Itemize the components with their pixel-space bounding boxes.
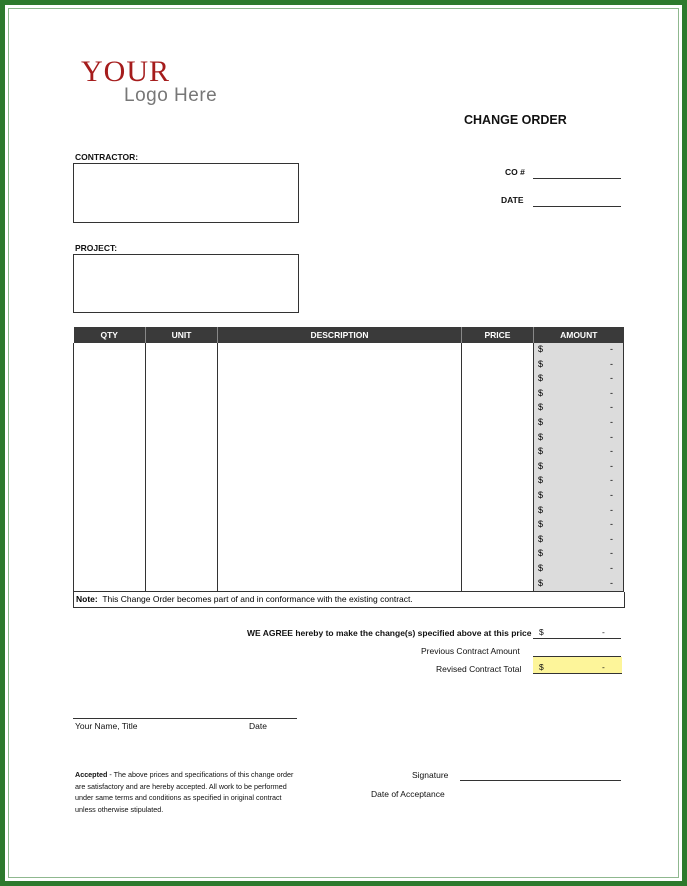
amount-dollar: $ xyxy=(538,402,544,413)
price-cell[interactable] xyxy=(462,577,534,592)
amount-value: - xyxy=(610,577,613,588)
logo-text-here: Logo Here xyxy=(124,85,218,106)
amount-dollar: $ xyxy=(538,577,544,588)
qty-cell[interactable] xyxy=(74,489,146,504)
description-cell[interactable] xyxy=(218,518,462,533)
amount-cell xyxy=(534,518,624,533)
date-of-acceptance-label: Date of Acceptance xyxy=(371,789,445,799)
amount-cell xyxy=(534,343,624,358)
unit-cell[interactable] xyxy=(146,445,218,460)
qty-cell[interactable] xyxy=(74,533,146,548)
amount-dollar: $ xyxy=(538,358,544,369)
description-cell[interactable] xyxy=(218,562,462,577)
amount-value: - xyxy=(610,519,613,530)
description-cell[interactable] xyxy=(218,343,462,358)
accepted-bold: Accepted xyxy=(75,770,108,779)
amount-value: - xyxy=(610,358,613,369)
signature-label: Signature xyxy=(412,770,449,780)
accepted-paragraph xyxy=(75,769,301,815)
price-cell[interactable] xyxy=(462,562,534,577)
project-field[interactable] xyxy=(73,254,299,313)
amount-value: - xyxy=(610,387,613,398)
amount-cell xyxy=(534,562,624,577)
note-text: This Change Order becomes part of and in conformance with the existing contract. xyxy=(102,594,413,604)
table-row xyxy=(74,445,624,460)
unit-cell[interactable] xyxy=(146,504,218,519)
amount-cell xyxy=(534,547,624,562)
amount-dollar: $ xyxy=(538,562,544,573)
unit-cell[interactable] xyxy=(146,460,218,475)
agree-amount-line xyxy=(533,638,621,639)
qty-cell[interactable] xyxy=(74,518,146,533)
qty-cell[interactable] xyxy=(74,401,146,416)
amount-dollar: $ xyxy=(538,548,544,559)
table-row xyxy=(74,401,624,416)
price-cell[interactable] xyxy=(462,358,534,373)
unit-cell[interactable] xyxy=(146,474,218,489)
table-row xyxy=(74,547,624,562)
amount-cell xyxy=(534,489,624,504)
amount-cell xyxy=(534,358,624,373)
description-cell[interactable] xyxy=(218,401,462,416)
amount-dollar: $ xyxy=(538,504,544,515)
note-row xyxy=(73,592,625,608)
price-cell[interactable] xyxy=(462,533,534,548)
table-row xyxy=(74,431,624,446)
price-cell[interactable] xyxy=(462,372,534,387)
table-row xyxy=(74,358,624,373)
revised-dollar: $ xyxy=(539,662,544,672)
amount-cell xyxy=(534,445,624,460)
unit-cell[interactable] xyxy=(146,547,218,562)
amount-cell xyxy=(534,372,624,387)
description-cell[interactable] xyxy=(218,474,462,489)
amount-cell xyxy=(534,533,624,548)
amount-value: - xyxy=(610,548,613,559)
amount-dollar: $ xyxy=(538,416,544,427)
amount-value: - xyxy=(610,344,613,354)
table-row xyxy=(74,577,624,592)
table-row xyxy=(74,504,624,519)
price-cell[interactable] xyxy=(462,401,534,416)
qty-cell[interactable] xyxy=(74,445,146,460)
unit-cell[interactable] xyxy=(146,387,218,402)
amount-value: - xyxy=(610,402,613,413)
co-number-field[interactable] xyxy=(533,178,621,179)
amount-value: - xyxy=(610,533,613,544)
table-row xyxy=(74,387,624,402)
amount-value: - xyxy=(610,431,613,442)
amount-value: - xyxy=(610,489,613,500)
description-cell[interactable] xyxy=(218,372,462,387)
amount-value: - xyxy=(610,446,613,457)
table-row xyxy=(74,474,624,489)
project-label: PROJECT: xyxy=(75,243,118,253)
header-amount: AMOUNT xyxy=(534,327,624,343)
description-cell[interactable] xyxy=(218,489,462,504)
qty-cell[interactable] xyxy=(74,504,146,519)
qty-cell[interactable] xyxy=(74,547,146,562)
date-label: DATE xyxy=(501,195,524,205)
amount-dollar: $ xyxy=(538,475,544,486)
unit-cell[interactable] xyxy=(146,372,218,387)
price-cell[interactable] xyxy=(462,504,534,519)
unit-cell[interactable] xyxy=(146,416,218,431)
qty-cell[interactable] xyxy=(74,372,146,387)
description-cell[interactable] xyxy=(218,387,462,402)
amount-dollar: $ xyxy=(538,460,544,471)
accepted-text: - The above prices and specifications of this change order are satisfactory and are hereby accepted. All work to be performed under same terms and conditions as specified in original contract unless otherwise stipulated. xyxy=(75,770,294,814)
price-cell[interactable] xyxy=(462,387,534,402)
table-row xyxy=(74,518,624,533)
name-title-label: Your Name, Title xyxy=(75,721,138,731)
header-description: DESCRIPTION xyxy=(218,327,462,343)
table-row xyxy=(74,533,624,548)
amount-dollar: $ xyxy=(538,373,544,384)
header-unit: UNIT xyxy=(146,327,218,343)
revised-amount: - xyxy=(602,662,605,672)
header-price: PRICE xyxy=(462,327,534,343)
amount-cell xyxy=(534,474,624,489)
qty-cell[interactable] xyxy=(74,343,146,358)
signature-date-label: Date xyxy=(249,721,267,731)
qty-cell[interactable] xyxy=(74,577,146,592)
description-cell[interactable] xyxy=(218,547,462,562)
line-items-table xyxy=(73,327,624,592)
amount-cell xyxy=(534,401,624,416)
name-title-signature-line[interactable] xyxy=(73,718,297,719)
amount-value: - xyxy=(610,416,613,427)
agree-label: WE AGREE hereby to make the change(s) specified above at this price xyxy=(247,628,532,638)
price-cell[interactable] xyxy=(462,343,534,358)
contractor-field[interactable] xyxy=(73,163,299,223)
unit-cell[interactable] xyxy=(146,431,218,446)
agree-amount[interactable]: - xyxy=(602,627,605,637)
amount-cell xyxy=(534,431,624,446)
amount-cell xyxy=(534,504,624,519)
unit-cell[interactable] xyxy=(146,489,218,504)
amount-cell xyxy=(534,416,624,431)
amount-cell xyxy=(534,387,624,402)
unit-cell[interactable] xyxy=(146,533,218,548)
table-row xyxy=(74,489,624,504)
amount-value: - xyxy=(610,475,613,486)
unit-cell[interactable] xyxy=(146,562,218,577)
qty-cell[interactable] xyxy=(74,562,146,577)
date-field[interactable] xyxy=(533,206,621,207)
description-cell[interactable] xyxy=(218,445,462,460)
amount-cell xyxy=(534,577,624,592)
co-number-label: CO # xyxy=(505,167,525,177)
qty-cell[interactable] xyxy=(74,474,146,489)
amount-dollar: $ xyxy=(538,446,544,457)
description-cell[interactable] xyxy=(218,358,462,373)
amount-cell xyxy=(534,460,624,475)
price-cell[interactable] xyxy=(462,445,534,460)
amount-value: - xyxy=(610,504,613,515)
amount-dollar: $ xyxy=(538,431,544,442)
agree-dollar: $ xyxy=(539,627,544,637)
unit-cell[interactable] xyxy=(146,577,218,592)
price-cell[interactable] xyxy=(462,431,534,446)
description-cell[interactable] xyxy=(218,577,462,592)
description-cell[interactable] xyxy=(218,416,462,431)
table-row xyxy=(74,372,624,387)
amount-dollar: $ xyxy=(538,519,544,530)
table-row xyxy=(74,343,624,358)
description-cell[interactable] xyxy=(218,504,462,519)
qty-cell[interactable] xyxy=(74,431,146,446)
table-row xyxy=(74,562,624,577)
description-cell[interactable] xyxy=(218,460,462,475)
signature-field[interactable] xyxy=(460,780,621,781)
qty-cell[interactable] xyxy=(74,358,146,373)
price-cell[interactable] xyxy=(462,489,534,504)
qty-cell[interactable] xyxy=(74,460,146,475)
price-cell[interactable] xyxy=(462,416,534,431)
table-header-row xyxy=(74,327,624,343)
price-cell[interactable] xyxy=(462,474,534,489)
header-qty: QTY xyxy=(74,327,146,343)
amount-dollar: $ xyxy=(538,344,544,354)
price-cell[interactable] xyxy=(462,518,534,533)
description-cell[interactable] xyxy=(218,533,462,548)
amount-value: - xyxy=(610,562,613,573)
amount-value: - xyxy=(610,460,613,471)
unit-cell[interactable] xyxy=(146,343,218,358)
table-row xyxy=(74,416,624,431)
description-cell[interactable] xyxy=(218,431,462,446)
qty-cell[interactable] xyxy=(74,387,146,402)
logo-text-your: YOUR xyxy=(81,55,171,88)
amount-dollar: $ xyxy=(538,387,544,398)
contractor-label: CONTRACTOR: xyxy=(75,152,139,162)
table-row xyxy=(74,460,624,475)
page-title: CHANGE ORDER xyxy=(464,113,567,127)
price-cell[interactable] xyxy=(462,547,534,562)
price-cell[interactable] xyxy=(462,460,534,475)
unit-cell[interactable] xyxy=(146,518,218,533)
unit-cell[interactable] xyxy=(146,358,218,373)
qty-cell[interactable] xyxy=(74,416,146,431)
amount-dollar: $ xyxy=(538,533,544,544)
amount-value: - xyxy=(610,373,613,384)
note-label: Note: xyxy=(76,594,98,604)
revised-total-field[interactable] xyxy=(533,657,622,674)
unit-cell[interactable] xyxy=(146,401,218,416)
revised-total-label: Revised Contract Total xyxy=(436,664,522,674)
amount-dollar: $ xyxy=(538,489,544,500)
previous-amount-label: Previous Contract Amount xyxy=(421,646,520,656)
